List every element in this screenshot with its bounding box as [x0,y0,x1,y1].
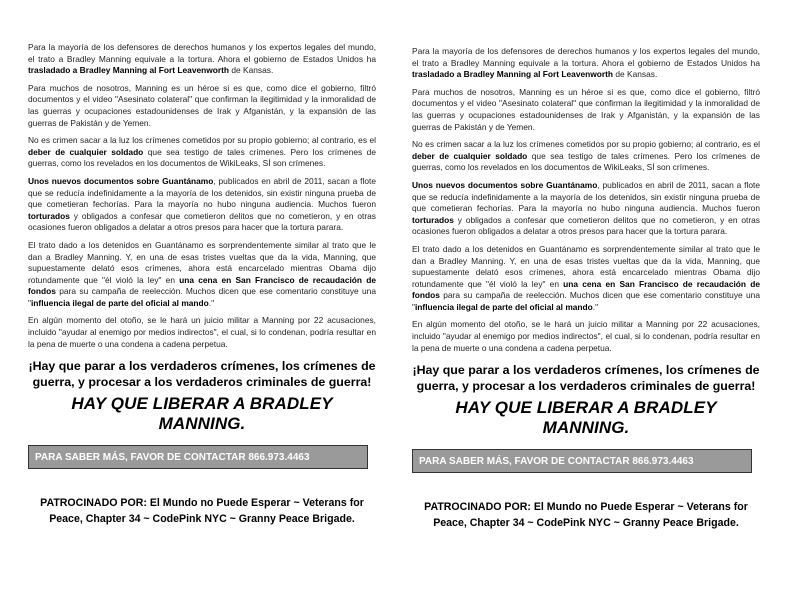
paragraph-4: Unos nuevos documentos sobre Guantánamo, publicados en abril de 2011, sacan a flote que se reducía indefinidamente a la mayoría de los detenidos, sin existir ninguna prueba de que cometieran fechorías. Para la mayoría no hubo ninguna audiencia. Muchos fueron torturados y obligados a confesar que cometieron delitos que no cometieron, y en otras ocasiones fueron obligados a delatar a otros presos para hacer que la tortura parara. [28,175,376,233]
paragraph-6: En algún momento del otoño, se le hará un juicio militar a Manning por 22 acusaciones, incluido "ayudar al enemigo por medios indirectos", el cual, si lo condenan, podría resultar en la pena de muerte o una condena a cadena perpetua. [412,319,760,353]
paragraph-2: Para muchos de nosotros, Manning es un héroe si es que, como dice el gobierno, filtró documentos y el video "Asesinato colateral" que confirman la ilegitimidad y la inmoralidad de las guerras y ocupaciones estadounidenses de Irak y Afganistán, y la expansión de las guerras de Pakistán y de Yemen. [412,86,760,132]
paragraph-3: No es crimen sacar a la luz los crímenes cometidos por su propio gobierno; al contrario, es el deber de cualquier soldado que sea testigo de tales crímenes. Pero los crímenes de guerras, como los revelados en los documentos de WikiLeaks, SÍ son crímenes. [412,139,760,173]
flyer-body [412,4,760,354]
sponsor-credits [412,499,760,531]
paragraph-5: El trato dado a los detenidos en Guantánamo es sorprendentemente similar al trato que le dan a Bradley Manning. Y, en una de esas tristes vueltas que da la vida, Manning, que supuestamente delató esos crímenes, ahora está encarcelado mientras Obama dijo rotundamente que "él violó la ley" en una cena en San Francisco de recaudación de fondos para su campaña de reelección. Muchos dicen que ese comentario constituye una "influencia ilegal de parte del oficial al mando." [412,243,760,312]
paragraph-5: El trato dado a los detenidos en Guantánamo es sorprendentemente similar al trato que le dan a Bradley Manning. Y, en una de esas tristes vueltas que da la vida, Manning, que supuestamente delató esos crímenes, ahora está encarcelado mientras Obama dijo rotundamente que "él violó la ley" en una cena en San Francisco de recaudación de fondos para su campaña de reelección. Muchos dicen que ese comentario constituye una "influencia ilegal de parte del oficial al mando." [28,239,376,308]
sponsor-label: PATROCINADO POR: [424,501,531,514]
paragraph-4: Unos nuevos documentos sobre Guantánamo, publicados en abril de 2011, sacan a flote que se reducía indefinidamente a la mayoría de los detenidos, sin existir ninguna prueba de que cometieran fechorías. Para la mayoría no hubo ninguna audiencia. Muchos fueron torturados y obligados a confesar que cometieron delitos que no cometieron, y en otras ocasiones fueron obligados a delatar a otros presos para hacer que la tortura parara. [412,179,760,237]
headline: HAY QUE LIBERAR A BRADLEY MANNING. [71,394,333,434]
slogan: ¡Hay que parar a los verdaderos crímenes, los crímenes de guerra, y procesar a los verdaderos criminales de guerra! [412,363,760,393]
flyer-left [28,0,376,527]
sponsor-text: El Mundo no Puede Esperar ~ Veterans for Peace, Chapter 34 ~ CodePink NYC ~ Granny Peace Brigade. [49,497,364,526]
headline: HAY QUE LIBERAR A BRADLEY MANNING. [455,398,717,438]
sponsor-text: El Mundo no Puede Esperar ~ Veterans for Peace, Chapter 34 ~ CodePink NYC ~ Granny Peace Brigade. [433,501,748,530]
sponsor-label: PATROCINADO POR: [40,497,147,510]
contact-box: PARA SABER MÁS, FAVOR DE CONTACTAR 866.973.4463 [28,445,368,469]
paragraph-2: Para muchos de nosotros, Manning es un héroe si es que, como dice el gobierno, filtró documentos y el video "Asesinato colateral" que confirman la ilegitimidad y la inmoralidad de las guerras y ocupaciones estadounidenses de Irak y Afganistán, y la expansión de las guerras de Pakistán y de Yemen. [28,82,376,128]
contact-box: PARA SABER MÁS, FAVOR DE CONTACTAR 866.973.4463 [412,449,752,473]
paragraph-6: En algún momento del otoño, se le hará un juicio militar a Manning por 22 acusaciones, incluido "ayudar al enemigo por medios indirectos", el cual, si lo condenan, podría resultar en la pena de muerte o una condena a cadena perpetua. [28,315,376,349]
sponsor-credits [28,495,376,527]
paragraph-3: No es crimen sacar a la luz los crímenes cometidos por su propio gobierno; al contrario, es el deber de cualquier soldado que sea testigo de tales crímenes. Pero los crímenes de guerras, como los revelados en los documentos de WikiLeaks, SÍ son crímenes. [28,135,376,169]
flyer-body [28,0,376,350]
slogan: ¡Hay que parar a los verdaderos crímenes, los crímenes de guerra, y procesar a los verdaderos criminales de guerra! [28,359,376,389]
paragraph-1: Para la mayoría de los defensores de derechos humanos y los expertos legales del mundo, el trato a Bradley Manning equivale a la tortura. Ahora el gobierno de Estados Unidos ha trasladado a Bradley Manning al Fort Leavenworth de Kansas. [28,42,376,76]
flyer-right [412,4,760,531]
paragraph-1: Para la mayoría de los defensores de derechos humanos y los expertos legales del mundo, el trato a Bradley Manning equivale a la tortura. Ahora el gobierno de Estados Unidos ha trasladado a Bradley Manning al Fort Leavenworth de Kansas. [412,46,760,80]
